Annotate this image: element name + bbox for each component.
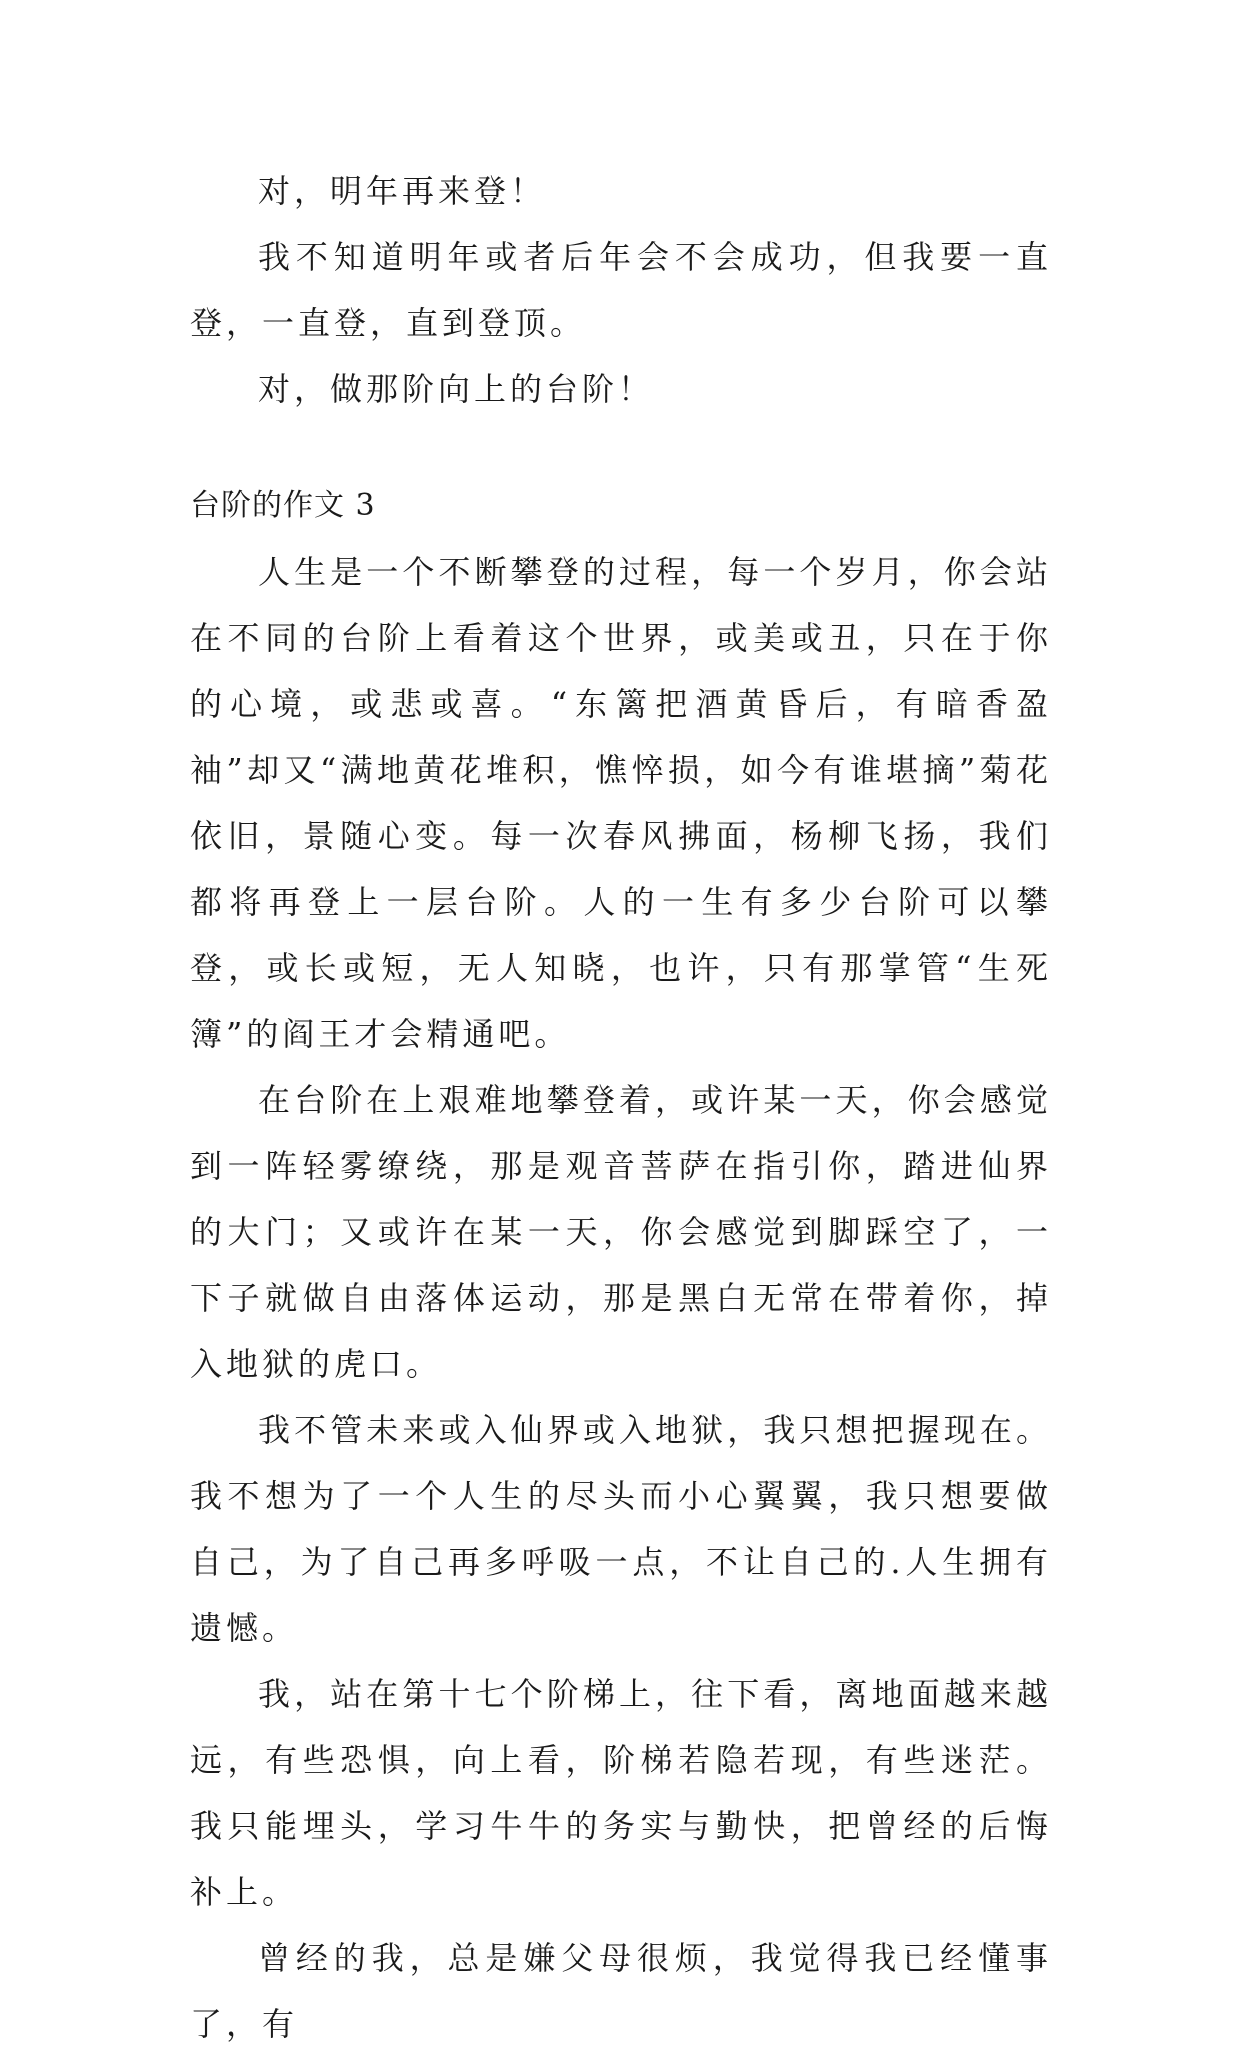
paragraph: 我不知道明年或者后年会不会成功，但我要一直登，一直登，直到登顶。 bbox=[190, 238, 1052, 342]
paragraph: 在台阶在上艰难地攀登着，或许某一天，你会感觉到一阵轻雾缭绕，那是观音菩萨在指引你，踏进仙界的大门；又或许在某一天，你会感觉到脚踩空了，一下子就做自由落体运动，那是黑白无常在带着你，掉入地狱的虎口。 bbox=[190, 1081, 1052, 1383]
paragraph: 对，做那阶向上的台阶！ bbox=[258, 370, 655, 408]
section-title: 台阶的作文 3 bbox=[190, 488, 376, 523]
paragraph: 我不管未来或入仙界或入地狱，我只想把握现在。我不想为了一个人生的尽头而小心翼翼，我只想要做自己，为了自己再多呼吸一点，不让自己的.人生拥有遗憾。 bbox=[190, 1411, 1052, 1647]
paragraph: 曾经的我，总是嫌父母很烦，我觉得我已经懂事了，有 bbox=[190, 1939, 1052, 2043]
paragraph: 对，明年再来登！ bbox=[258, 172, 547, 210]
paragraph: 我，站在第十七个阶梯上，往下看，离地面越来越远，有些恐惧，向上看，阶梯若隐若现，有些迷茫。我只能埋头，学习牛牛的务实与勤快，把曾经的后悔补上。 bbox=[190, 1675, 1052, 1911]
paragraph: 人生是一个不断攀登的过程，每一个岁月，你会站在不同的台阶上看着这个世界，或美或丑，只在于你的心境，或悲或喜。“东篱把酒黄昏后，有暗香盈袖”却又“满地黄花堆积，憔悴损，如今有谁堪摘”菊花依旧，景随心变。每一次春风拂面，杨柳飞扬，我们都将再登上一层台阶。人的一生有多少台阶可以攀登，或长或短，无人知晓，也许，只有那掌管“生死簿”的阎王才会精通吧。 bbox=[190, 553, 1052, 1053]
document-body bbox=[190, 158, 1052, 2057]
